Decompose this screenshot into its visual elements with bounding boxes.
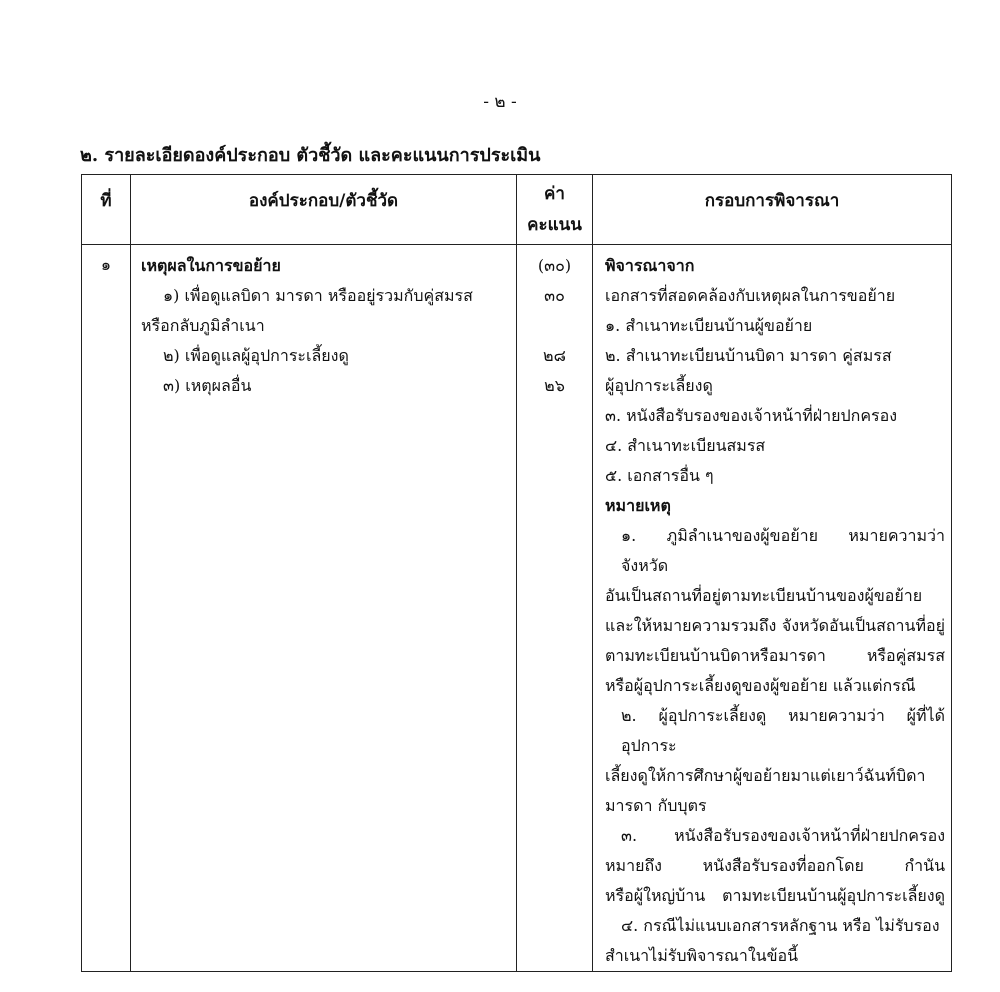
note-line: ๔. กรณีไม่แนบเอกสารหลักฐาน หรือ ไม่รับรอง (621, 916, 940, 935)
frame-cell (593, 245, 952, 972)
header-component: องค์ประกอบ/ตัวชี้วัด (131, 175, 517, 245)
header-score-line2: คะแนน (527, 215, 582, 235)
header-score-line1: ค่า (544, 184, 565, 204)
frame-line: ๒. สำเนาทะเบียนบ้านบิดา มารดา คู่สมรส (605, 346, 892, 365)
frame-line: ๑. สำเนาทะเบียนบ้านผู้ขอย้าย (605, 316, 813, 335)
component-item: ๓) เหตุผลอื่น (163, 376, 252, 395)
frame-line: เอกสารที่สอดคล้องกับเหตุผลในการขอย้าย (605, 286, 896, 305)
component-title: เหตุผลในการขอย้าย (141, 256, 281, 275)
page-number: - ๒ - (483, 92, 517, 112)
item-score: ๓๐ (544, 286, 565, 305)
section-heading: ๒. รายละเอียดองค์ประกอบ ตัวชี้วัด และคะแนนการประเมิน (80, 145, 541, 166)
header-no: ที่ (82, 175, 131, 245)
note-line: และให้หมายความรวมถึง จังหวัดอันเป็นสถานที่อยู่ (605, 616, 945, 635)
note-title: หมายเหตุ (605, 496, 671, 515)
note-line: อันเป็นสถานที่อยู่ตามทะเบียนบ้านของผู้ขอย้าย (605, 586, 923, 605)
score-cell (517, 245, 593, 972)
note-line: หรือผู้อุปการะเลี้ยงดูของผู้ขอย้าย แล้วแต่กรณี (605, 676, 916, 695)
note-line: หมายถึง หนังสือรับรองที่ออกโดย กำนัน (605, 856, 945, 875)
note-lines (605, 521, 945, 971)
note-line: ๓. หนังสือรับรองของเจ้าหน้าที่ฝ่ายปกครอง (621, 826, 945, 845)
frame-line: ผู้อุปการะเลี้ยงดู (605, 376, 713, 395)
frame-line: ๓. หนังสือรับรองของเจ้าหน้าที่ฝ่ายปกครอง (605, 406, 898, 425)
component-item: ๒) เพื่อดูแลผู้อุปการะเลี้ยงดู (163, 346, 349, 365)
note-line: ตามทะเบียนบ้านบิดาหรือมารดา หรือคู่สมรส (605, 646, 945, 665)
note-line: ๒. ผู้อุปการะเลี้ยงดู หมายความว่า ผู้ที่ได้อุปการะ (621, 706, 945, 755)
criteria-table (81, 174, 952, 972)
frame-line: ๕. เอกสารอื่น ๆ (605, 466, 714, 485)
note-line: สำเนาไม่รับพิจารณาในข้อนี้ (605, 946, 799, 965)
item-score: ๒๖ (544, 376, 565, 395)
frame-line: ๔. สำเนาทะเบียนสมรส (605, 436, 766, 455)
total-score: (๓๐) (537, 256, 572, 275)
note-line: ๑. ภูมิลำเนาของผู้ขอย้าย หมายความว่า จังหวัด (621, 526, 945, 575)
header-frame: กรอบการพิจารณา (593, 175, 952, 245)
header-score (517, 175, 593, 245)
component-item: ๑) เพื่อดูแลบิดา มารดา หรืออยู่รวมกับคู่สมรส (163, 286, 473, 305)
row-no: ๑ (82, 245, 131, 972)
component-cell (131, 245, 517, 972)
table-header-row (82, 175, 952, 245)
component-item-continued: หรือกลับภูมิลำเนา (141, 316, 265, 335)
note-line: หรือผู้ใหญ่บ้าน ตามทะเบียนบ้านผู้อุปการะเลี้ยงดู (605, 886, 945, 905)
item-score: ๒๘ (543, 346, 566, 365)
note-line: มารดา กับบุตร (605, 796, 707, 815)
note-line: เลี้ยงดูให้การศึกษาผู้ขอย้ายมาแต่เยาว์ฉันท์บิดา (605, 766, 926, 785)
frame-title: พิจารณาจาก (605, 256, 695, 275)
table-row (82, 245, 952, 972)
